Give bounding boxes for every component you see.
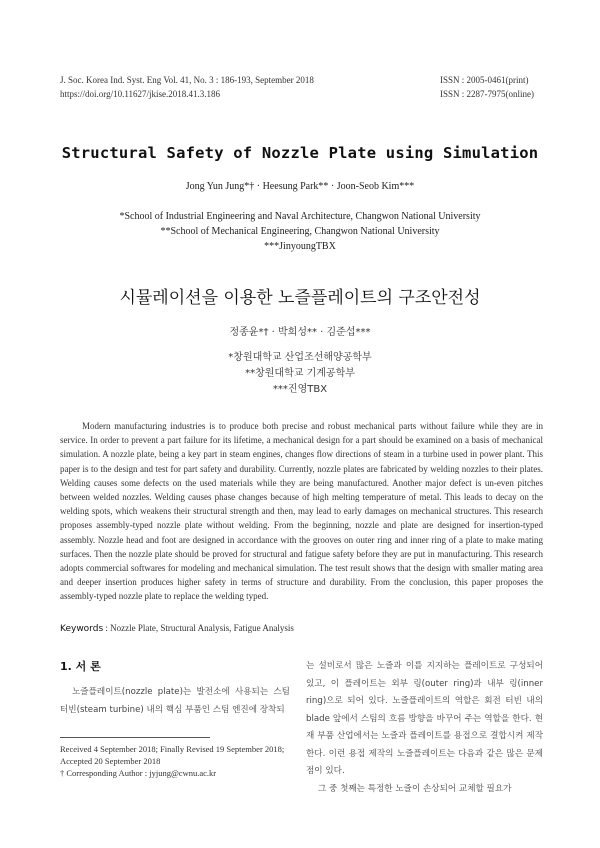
keywords-separator: : [103, 623, 111, 633]
body-paragraph: 는 설비로서 많은 노즐과 이를 지지하는 플레이트로 구성되어 있고, 이 플레이트는 외부 링(outer ring)과 내부 링(inner ring)으로 되어 있다. 노즐플레이트의 역할은 회전 터빈 내의 blade 앞에서 스팀의 흐름 방향을 바꾸어 주는 역할을 한다. 현재 부품 산업에서는 노즐과 플레이트를 용접으로 결합시켜 제작한다. 이런 용접 제작의 노즐플레이트는 다음과 같은 많은 문제점이 있다. [306, 661, 543, 776]
paper-title-korean: 시뮬레이션을 이용한 노즐플레이트의 구조안전성 [119, 288, 481, 308]
issn-online: ISSN : 2287-7975(online) [440, 89, 534, 99]
paper-title-english: Structural Safety of Nozzle Plate using Simulation [61, 144, 539, 162]
footnote-divider [60, 737, 210, 738]
affiliation-line: **School of Mechanical Engineering, Changwon National University [160, 226, 440, 237]
right-column [306, 658, 543, 798]
body-paragraph: 노즐플레이트(nozzle plate)는 발전소에 사용되는 스팀 터빈(steam turbine) 내의 핵심 부품인 스팀 엔진에 장착되 [60, 687, 290, 715]
affiliation-line: *School of Industrial Engineering and Naval Architecture, Changwon National University [119, 211, 481, 222]
authors-english: Jong Yun Jung*† · Heesung Park** · Joon-Seob Kim*** [185, 181, 415, 192]
issn-print: ISSN : 2005-0461(print) [440, 75, 529, 85]
body-paragraph: 그 중 첫째는 특정한 노즐이 손상되어 교체할 필요가 [318, 783, 512, 794]
corresponding-author: † Corresponding Author : jyjung@cwnu.ac.kr [60, 768, 217, 778]
received-dates: Received 4 September 2018; Finally Revised 19 September 2018; Accepted 20 September 2018 [60, 744, 285, 766]
footnotes [60, 743, 296, 779]
affiliation-line: **창원대학교 기계공학부 [245, 368, 355, 379]
keywords-label: Keywords [60, 624, 104, 634]
affiliation-line: ***JinyoungTBX [264, 241, 336, 252]
journal-header-left [60, 73, 314, 101]
affiliations-korean [0, 350, 600, 398]
affiliation-line: ***진영TBX [272, 384, 328, 395]
doi-link[interactable]: https://doi.org/10.11627/jkise.2018.41.3.186 [60, 89, 221, 99]
authors-korean: 정종윤*† · 박희성** · 김준섭*** [229, 327, 371, 338]
journal-header-right [440, 73, 534, 101]
keywords-text: Nozzle Plate, Structural Analysis, Fatigue Analysis [110, 623, 294, 633]
keywords [60, 623, 543, 634]
section-heading-introduction: 1. 서 론 [60, 660, 101, 673]
affiliation-line: *창원대학교 산업조선해양공학부 [228, 352, 372, 363]
abstract: Modern manufacturing industries is to produce both precise and robust mechanical parts without failure while they are in service. In order to prevent a part failure for its lifetime, a mechanical design for a part should be examined on a basis of mechanical simulation. A nozzle plate, being a key part in steam engines, changes flow directions of steam in a turbine used in power plant. This paper is to the design and test for part safety and durability. Currently, nozzle plates are fabricated by welding nozzles to their plates. Welding causes some defects on the used materials while they are being manufactured. Another major defect is un-even pitches between welded nozzles. Welding causes phase changes because of high melting temperature of metal. This leads to decay on the welding spots, which weakens their structural strength and then, may lead to early damages on mechanical structures. This research proposes assembly-typed nozzle plate without welding. From the beginning, nozzle and plate are designed for insertion-typed assembly. Nozzle head and foot are designed in accordance with the grooves on outer ring and inner ring of a plate to make mating surfaces. Then the nozzle plate should be proved for structural and fatigue safety before they are put in manufacturing. This research adopts commercial softwares for modeling and mechanical simulation. The test result shows that the design with smaller mating area and deeper insertion produces higher safety in terms of structure and durability. From the conclusion, this paper proposes the assembly-typed nozzle plate to replace the welding typed. [60, 421, 543, 602]
affiliations-english [0, 209, 600, 254]
left-column [60, 658, 290, 719]
journal-citation: J. Soc. Korea Ind. Syst. Eng Vol. 41, No. 3 : 186-193, September 2018 [60, 75, 314, 85]
